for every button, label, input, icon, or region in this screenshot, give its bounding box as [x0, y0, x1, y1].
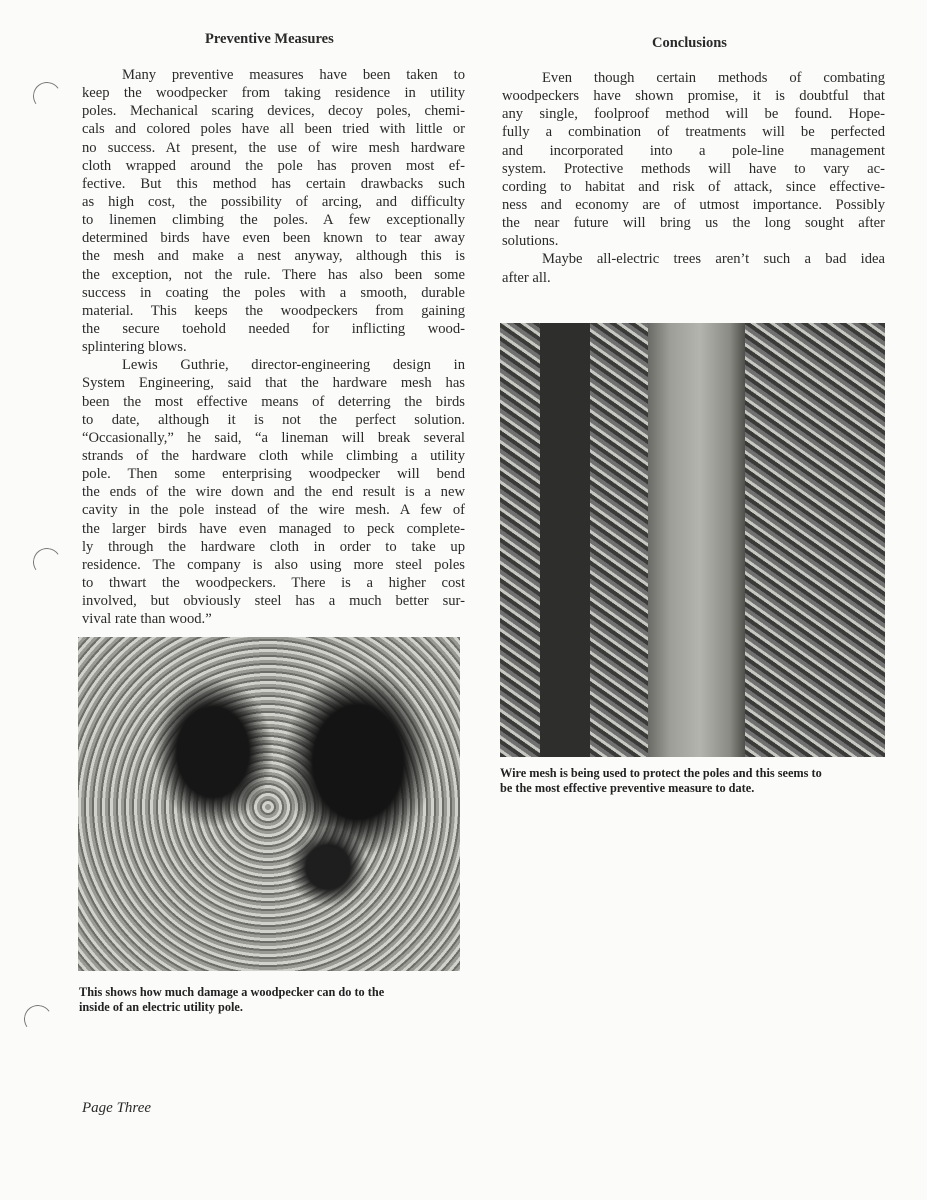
left-photo-caption	[79, 985, 384, 1015]
text-line: woodpeckers have shown promise, it is doubtful that	[502, 88, 885, 105]
text-line: solutions.	[502, 233, 559, 250]
text-line: ly through the hardware cloth in order to take up	[82, 538, 465, 555]
text-line: the exception, not the rule. There has also been some	[82, 266, 465, 283]
text-line: to date, although it is not the perfect solution.	[82, 411, 465, 428]
text-line: Many preventive measures have been taken to	[122, 67, 465, 83]
text-line: as high cost, the possibility of arcing, and difficulty	[82, 193, 465, 210]
text-line: residence. The company is also using more steel poles	[82, 556, 465, 573]
left-column-text	[82, 66, 465, 628]
text-line: any single, foolproof method will be found. Hope-	[502, 106, 885, 123]
text-line: vival rate than wood.”	[82, 611, 212, 628]
caption-line: be the most effective preventive measure to date.	[500, 781, 755, 795]
caption-line: Wire mesh is being used to protect the poles and this seems to	[500, 766, 822, 780]
text-line: Lewis Guthrie, director-engineering design in	[122, 357, 465, 374]
text-line: the larger birds have even managed to peck complete-	[82, 520, 465, 537]
text-line: pole. Then some enterprising woodpecker will bend	[82, 466, 465, 483]
text-line: system. Protective methods will have to vary ac-	[502, 160, 885, 177]
text-line: Even though certain methods of combating	[542, 70, 885, 86]
text-line: “Occasionally,” he said, “a lineman will break several	[82, 429, 465, 446]
text-line: to thwart the woodpeckers. There is a higher cost	[82, 574, 465, 591]
text-line: after all.	[502, 269, 551, 286]
binder-hole-mark	[22, 1003, 54, 1035]
text-line: the secure toehold needed for inflicting wood-	[82, 320, 465, 337]
text-line: the mesh and make a nest anyway, although this is	[82, 248, 465, 265]
text-line: poles. Mechanical scaring devices, decoy poles, chemi-	[82, 103, 465, 120]
text-line: success in coating the poles with a smooth, durable	[82, 284, 465, 301]
text-line: no success. At present, the use of wire mesh hardware	[82, 139, 465, 156]
text-line: fective. But this method has certain drawbacks such	[82, 175, 465, 192]
binder-hole-mark	[31, 546, 63, 578]
binder-hole-mark	[31, 80, 63, 112]
section-heading-conclusions: Conclusions	[652, 35, 727, 51]
photo-wire-mesh-pole	[500, 323, 885, 757]
text-line: Maybe all-electric trees aren’t such a bad idea	[542, 251, 885, 268]
section-heading-preventive-measures: Preventive Measures	[205, 31, 334, 47]
text-line: ness and economy are of utmost importance. Possibly	[502, 196, 885, 213]
text-line: the ends of the wire down and the end result is a new	[82, 484, 465, 501]
text-line: keep the woodpecker from taking residence in utility	[82, 85, 465, 102]
page-number: Page Three	[82, 1100, 152, 1116]
text-line: determined birds have even been known to tear away	[82, 230, 465, 247]
caption-line: inside of an electric utility pole.	[79, 1000, 243, 1014]
text-line: cording to habitat and risk of attack, since effective-	[502, 178, 885, 195]
text-line: material. This keeps the woodpeckers from gaining	[82, 302, 465, 319]
text-line: strands of the hardware cloth while climbing a utility	[82, 447, 465, 464]
text-line: System Engineering, said that the hardware mesh has	[82, 375, 465, 392]
text-line: cloth wrapped around the pole has proven most ef-	[82, 157, 465, 174]
text-line: involved, but obviously steel has a much better sur-	[82, 593, 465, 610]
text-line: fully a combination of treatments will be perfected	[502, 124, 885, 141]
photo-damaged-pole-cross-section	[78, 637, 460, 971]
right-photo-caption	[500, 766, 822, 796]
caption-line: This shows how much damage a woodpecker can do to the	[79, 985, 385, 999]
text-line: splintering blows.	[82, 339, 187, 356]
text-line: cals and colored poles have all been tried with little or	[82, 121, 465, 138]
text-line: and incorporated into a pole-line management	[502, 142, 885, 159]
text-line: been the most effective means of deterring the birds	[82, 393, 465, 410]
text-line: cavity in the pole instead of the wire mesh. A few of	[82, 502, 465, 519]
text-line: to linemen climbing the poles. A few exceptionally	[82, 212, 465, 229]
text-line: the near future will bring us the long sought after	[502, 215, 885, 232]
right-column-text	[502, 69, 885, 287]
